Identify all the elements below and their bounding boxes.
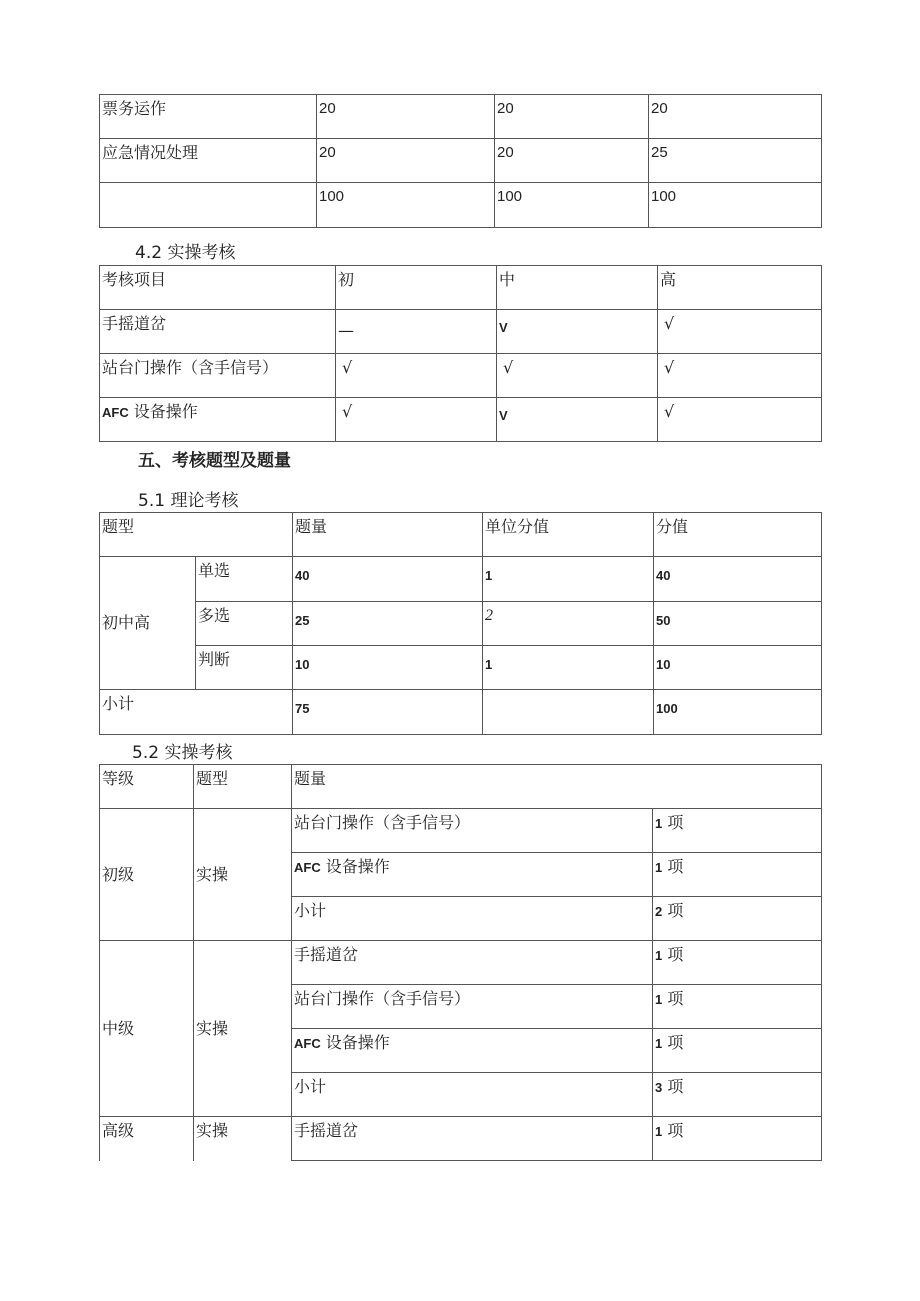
count-unit: 项 xyxy=(662,1077,684,1096)
cell: 站台门操作（含手信号） xyxy=(100,354,336,398)
item-cell: 小计 xyxy=(292,1073,653,1117)
count-value: 1 xyxy=(655,1036,663,1051)
count-unit: 项 xyxy=(662,945,684,964)
cell: √ xyxy=(658,354,822,398)
header-cell: 等级 xyxy=(100,765,194,809)
header-cell: 初 xyxy=(336,266,497,310)
item-cell xyxy=(292,1029,653,1073)
cell: 25 xyxy=(293,602,483,646)
table-header-row xyxy=(100,266,822,310)
cell xyxy=(100,398,336,442)
count-value: 1 xyxy=(655,1124,663,1139)
count-unit: 项 xyxy=(662,1121,684,1140)
practical-exam-table xyxy=(99,764,822,1161)
item-cell: 手摇道岔 xyxy=(292,1117,653,1161)
table-row xyxy=(100,809,822,853)
item-cell: 站台门操作（含手信号） xyxy=(292,985,653,1029)
cell: 40 xyxy=(654,557,822,602)
cell: 20 xyxy=(317,139,495,183)
table-row xyxy=(100,690,822,735)
cell: 20 xyxy=(495,139,649,183)
count-value: 3 xyxy=(655,1080,663,1095)
cell: 75 xyxy=(293,690,483,735)
score-table-continued xyxy=(99,94,822,228)
count-cell xyxy=(653,853,822,897)
level-cell: 高级 xyxy=(100,1117,194,1161)
table-row xyxy=(100,95,822,139)
header-cell: 题型 xyxy=(100,513,293,557)
count-value: 1 xyxy=(655,860,663,875)
cell: 100 xyxy=(654,690,822,735)
cell: 1 xyxy=(483,557,654,602)
count-value: 2 xyxy=(655,904,663,919)
cell: 100 xyxy=(317,183,495,228)
type-cell: 实操 xyxy=(194,1117,292,1161)
cell: 10 xyxy=(654,646,822,690)
practical-items-table xyxy=(99,265,822,442)
table-row xyxy=(100,398,822,442)
cell: 100 xyxy=(495,183,649,228)
cell: 20 xyxy=(317,95,495,139)
level-cell: 中级 xyxy=(100,941,194,1117)
header-cell: 中 xyxy=(497,266,658,310)
count-value: 1 xyxy=(655,948,663,963)
afc-suffix: 设备操作 xyxy=(320,857,390,876)
cell: V xyxy=(497,398,658,442)
table-row xyxy=(100,139,822,183)
table-row xyxy=(100,602,822,646)
header-cell: 考核项目 xyxy=(100,266,336,310)
cell: √ xyxy=(336,398,497,442)
theory-exam-table xyxy=(99,512,822,735)
cell: 手摇道岔 xyxy=(100,310,336,354)
type-cell: 实操 xyxy=(194,941,292,1117)
header-cell: 题量 xyxy=(293,513,483,557)
header-cell: 单位分值 xyxy=(483,513,654,557)
cell: 50 xyxy=(654,602,822,646)
count-cell xyxy=(653,1073,822,1117)
count-value: 1 xyxy=(655,992,663,1007)
item-cell: 手摇道岔 xyxy=(292,941,653,985)
table-row xyxy=(100,310,822,354)
count-unit: 项 xyxy=(662,901,684,920)
cell: √ xyxy=(658,398,822,442)
table-row xyxy=(100,941,822,985)
section-heading-5: 五、考核题型及题量 xyxy=(138,451,291,471)
cell: √ xyxy=(336,354,497,398)
count-unit: 项 xyxy=(662,989,684,1008)
table-row xyxy=(100,557,822,602)
cell: 应急情况处理 xyxy=(100,139,317,183)
group-label: 初中高 xyxy=(100,557,196,690)
cell xyxy=(483,690,654,735)
cell: 票务运作 xyxy=(100,95,317,139)
cell: 小计 xyxy=(100,690,293,735)
header-cell: 分值 xyxy=(654,513,822,557)
cell: 20 xyxy=(495,95,649,139)
cell: 多选 xyxy=(196,602,293,646)
item-cell: 小计 xyxy=(292,897,653,941)
count-value: 1 xyxy=(655,816,663,831)
count-cell xyxy=(653,941,822,985)
table-row xyxy=(100,183,822,228)
count-cell xyxy=(653,1117,822,1161)
section-heading-5-1: 5.1 理论考核 xyxy=(138,491,239,511)
count-unit: 项 xyxy=(662,813,684,832)
cell: 20 xyxy=(649,95,822,139)
section-heading-4-2: 4.2 实操考核 xyxy=(135,243,236,263)
table-header-row xyxy=(100,513,822,557)
cell xyxy=(100,183,317,228)
count-unit: 项 xyxy=(662,1033,684,1052)
header-cell: 题型 xyxy=(194,765,292,809)
count-cell xyxy=(653,897,822,941)
table-row xyxy=(100,1117,822,1161)
afc-suffix: 设备操作 xyxy=(128,402,198,421)
cell: 25 xyxy=(649,139,822,183)
header-cell: 高 xyxy=(658,266,822,310)
cell: 10 xyxy=(293,646,483,690)
type-cell: 实操 xyxy=(194,809,292,941)
count-unit: 项 xyxy=(662,857,684,876)
cell: V xyxy=(497,310,658,354)
count-cell xyxy=(653,1029,822,1073)
level-cell: 初级 xyxy=(100,809,194,941)
table-row xyxy=(100,354,822,398)
cell: 100 xyxy=(649,183,822,228)
count-cell xyxy=(653,809,822,853)
afc-prefix: AFC xyxy=(102,405,129,420)
cell: 判断 xyxy=(196,646,293,690)
cell: 40 xyxy=(293,557,483,602)
table-header-row xyxy=(100,765,822,809)
header-cell: 题量 xyxy=(292,765,822,809)
cell: — xyxy=(336,310,497,354)
count-cell xyxy=(653,985,822,1029)
cell: 单选 xyxy=(196,557,293,602)
cell: √ xyxy=(497,354,658,398)
section-heading-5-2: 5.2 实操考核 xyxy=(132,743,233,763)
item-cell xyxy=(292,853,653,897)
cell: 1 xyxy=(483,646,654,690)
table-row xyxy=(100,646,822,690)
afc-prefix: AFC xyxy=(294,860,321,875)
cell: √ xyxy=(658,310,822,354)
item-cell: 站台门操作（含手信号） xyxy=(292,809,653,853)
cell: 2 xyxy=(483,602,654,646)
afc-prefix: AFC xyxy=(294,1036,321,1051)
afc-suffix: 设备操作 xyxy=(320,1033,390,1052)
